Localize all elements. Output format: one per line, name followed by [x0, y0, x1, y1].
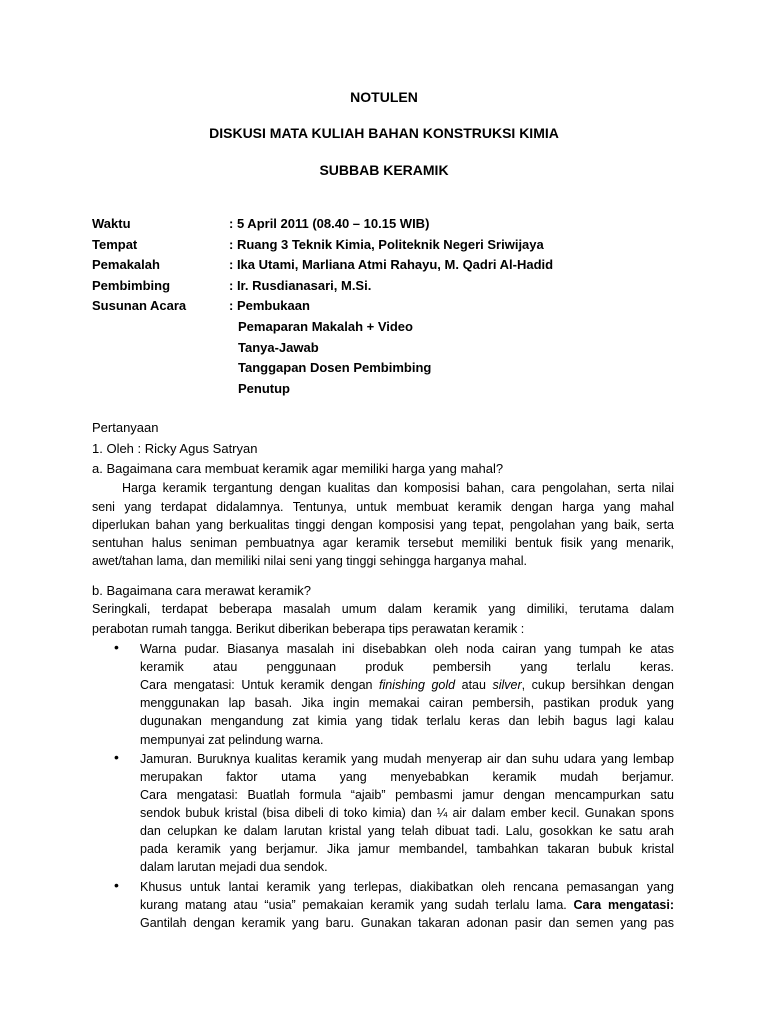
acara-item: Penutup [238, 381, 290, 396]
doc-subtitle: DISKUSI MATA KULIAH BAHAN KONSTRUKSI KIMIA [209, 125, 559, 141]
bullet2-line: pada keramik yang berjamur. Jika jamur membandel, tambahkan takaran bubuk kristal [140, 842, 674, 856]
answer-a-line: diperlukan bahan yang berkualitas tinggi dengan komposisi yang tepat, pengolahan yang baik, serta [92, 518, 674, 532]
bullet-marker: • [114, 749, 119, 765]
answer-a-line: seni yang terdapat didalamnya. Tentunya, untuk membuat keramik dengan harga yang mahal [92, 500, 674, 514]
italic-term: silver [492, 678, 522, 692]
bullet2-line: merupakan faktor utama yang menyebabkan keramik mudah berjamur. [140, 770, 674, 784]
answer-a-line: sentuhan halus seniman pembuatnya agar keramik tersebut memiliki bentuk fisik yang menarik, [92, 536, 674, 550]
italic-term: finishing gold [379, 678, 456, 692]
bullet2-line: dalam larutan mejadi dua sendok. [140, 860, 328, 874]
bullet3-line [140, 898, 674, 912]
bullet1-line: keramik atau penggunaan produk pembersih yang terlalu keras. [140, 660, 674, 674]
bullet1-text: , cukup bersihkan dengan [521, 678, 674, 692]
bullet3-text: kurang matang atau “usia” pemakaian keramik yang sudah terlalu lama. [140, 898, 574, 912]
doc-section-title: SUBBAB KERAMIK [319, 162, 449, 178]
answer-a-line: awet/tahan lama, dan memiliki nilai seni yang tinggi sehingga harganya mahal. [92, 554, 527, 568]
pertanyaan-heading: Pertanyaan [92, 420, 159, 435]
bullet1-line: mempunyai zat pelindung warna. [140, 733, 324, 747]
acara-item: Tanggapan Dosen Pembimbing [238, 360, 432, 375]
bullet1-line: dugunakan mengandung zat kimia yang tidak terlalu keras dan lebih bagus lagi kalau [140, 714, 674, 728]
bullet3-line: Khusus untuk lantai keramik yang terlepas, diakibatkan oleh rencana pemasangan yang [140, 880, 674, 894]
meta-label-waktu: Waktu [92, 216, 131, 231]
bullet1-line: menggunakan lap basah. Jika ingin memakai cairan pembersih, pastikan produk yang [140, 696, 674, 710]
penanya: 1. Oleh : Ricky Agus Satryan [92, 441, 258, 456]
meta-label-tempat: Tempat [92, 237, 138, 252]
bullet-marker: • [114, 877, 119, 893]
acara-item: Tanya-Jawab [238, 340, 319, 355]
meta-value-acara: : Pembukaan [229, 298, 310, 313]
bullet1-line: Warna pudar. Biasanya masalah ini disebabkan oleh noda cairan yang tumpah ke atas [140, 642, 674, 656]
meta-value-waktu: : 5 April 2011 (08.40 – 10.15 WIB) [229, 216, 430, 231]
meta-label-pembimbing: Pembimbing [92, 278, 171, 293]
bullet3-line: Gantilah dengan keramik yang baru. Gunakan takaran adonan pasir dan semen yang pas [140, 916, 674, 930]
acara-item: Pemaparan Makalah + Video [238, 319, 413, 334]
bullet2-line: sendok bubuk kristal (bisa dibeli di toko kimia) dan ¼ air dalam ember kecil. Gunakan spons [140, 806, 674, 820]
answer-b-intro-line: Seringkali, terdapat beberapa masalah umum dalam keramik yang dimiliki, terutama dalam [92, 602, 674, 616]
bullet1-line [140, 678, 674, 692]
meta-label-pemakalah: Pemakalah [92, 257, 160, 272]
answer-b-intro-line: perabotan rumah tangga. Berikut diberikan beberapa tips perawatan keramik : [92, 622, 525, 636]
doc-title: NOTULEN [350, 89, 418, 105]
bullet2-line: Jamuran. Buruknya kualitas keramik yang mudah menyerap air dan suhu udara yang lembap [140, 752, 674, 766]
meta-label-acara: Susunan Acara [92, 298, 187, 313]
bullet2-line: Cara mengatasi: Buatlah formula “ajaib” pembasmi jamur dengan mencampurkan satu [140, 788, 674, 802]
bullet-marker: • [114, 639, 119, 655]
question-a: a. Bagaimana cara membuat keramik agar memiliki harga yang mahal? [92, 461, 504, 476]
meta-value-pemakalah: : Ika Utami, Marliana Atmi Rahayu, M. Qadri Al-Hadid [229, 257, 554, 272]
meta-value-pembimbing: : Ir. Rusdianasari, M.Si. [229, 278, 372, 293]
question-b: b. Bagaimana cara merawat keramik? [92, 583, 311, 598]
bullet1-text: atau [455, 678, 493, 692]
cara-mengatasi-label: Cara mengatasi: [573, 898, 674, 912]
cara-mengatasi-label: Cara mengatasi: [140, 678, 235, 692]
answer-a-line: Harga keramik tergantung dengan kualitas dan komposisi bahan, cara pengolahan, serta nilai [122, 481, 674, 495]
bullet2-line: dan celupkan ke dalam larutan kristal yang telah dibuat tadi. Lalu, gosokkan ke satu arah [140, 824, 674, 838]
bullet1-text: Untuk keramik dengan [234, 678, 380, 692]
meta-value-tempat: : Ruang 3 Teknik Kimia, Politeknik Negeri Sriwijaya [229, 237, 544, 252]
